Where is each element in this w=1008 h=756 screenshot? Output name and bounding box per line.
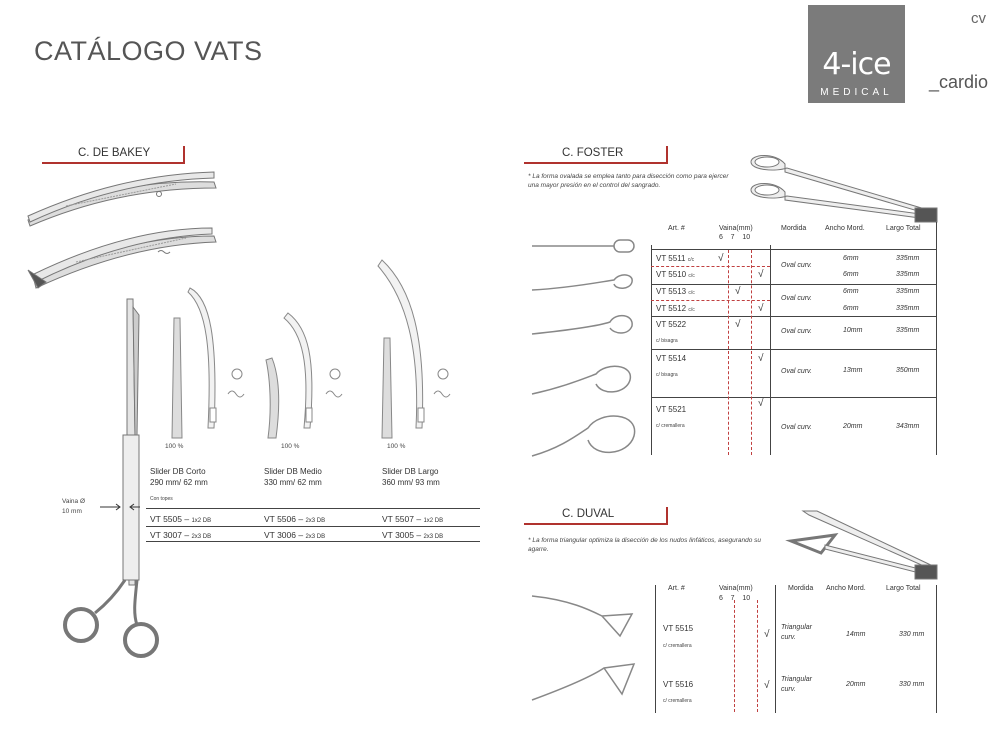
foster-mordida-5: Oval curv.: [781, 424, 812, 431]
duval-instrument-image: [785, 505, 940, 585]
foster-row-3-largo: 335mm: [896, 288, 920, 295]
foster-grid-row-0: [651, 249, 936, 250]
duval-row-1-largo: 330 mm: [899, 631, 925, 638]
foster-col-largo: Largo Total: [886, 225, 921, 232]
slider-tip-images: [160, 258, 480, 443]
duval-triangle-images: [530, 590, 640, 720]
duval-row-2-sub: c/ cremallera: [663, 698, 692, 704]
foster-note: * La forma ovalada se emplea tanto para disección como para ejercer una mayor presión en el control del sangrado.: [528, 173, 729, 189]
foster-dash-h2: [651, 300, 770, 301]
foster-row-7-ancho: 20mm: [843, 423, 863, 430]
foster-heading: C. FOSTER: [524, 146, 668, 164]
foster-grid-row-4: [651, 397, 936, 398]
debakey-heading: C. DE BAKEY: [42, 146, 185, 164]
foster-row-1-ancho: 6mm: [843, 255, 859, 262]
codes-bottom-rule: [146, 541, 480, 542]
check-icon: √: [758, 269, 764, 280]
foster-row-4-largo: 335mm: [896, 305, 920, 312]
foster-grid-left: [651, 245, 652, 455]
duval-grid-right: [936, 585, 937, 713]
foster-grid-row-2: [651, 316, 936, 317]
foster-row-6-ancho: 13mm: [843, 367, 863, 374]
product-3-code-1: VT 5507 – 1x2 DB: [382, 514, 444, 524]
check-icon: √: [735, 286, 741, 297]
duval-row-1-mordida-1: Triangular: [781, 624, 812, 631]
duval-row-2-art: VT 5516: [663, 680, 694, 689]
foster-row-7-sub: c/ cremallera: [656, 423, 685, 429]
foster-col-ancho: Ancho Mord.: [825, 225, 865, 232]
foster-dash-2: [751, 250, 752, 455]
duval-col-ancho: Ancho Mord.: [826, 585, 866, 592]
foster-row-6-art: VT 5514: [656, 354, 687, 363]
product-2-desc: Slider DB Medio 330 mm/ 62 mm: [264, 467, 322, 487]
duval-col-vaina-sizes: 6 7 10: [719, 595, 751, 602]
foster-row-2-ancho: 6mm: [843, 271, 859, 278]
foster-mordida-3: Oval curv.: [781, 328, 812, 335]
duval-row-2-ancho: 20mm: [846, 681, 866, 688]
foster-row-5-ancho: 10mm: [843, 327, 863, 334]
foster-dash-1: [728, 250, 729, 455]
cv-label: cv: [971, 10, 986, 27]
logo-sub-text: MEDICAL: [820, 87, 893, 98]
logo-main-text: 4-ice: [822, 47, 891, 82]
foster-col-art: Art. #: [668, 225, 685, 232]
product-3-code-2: VT 3005 – 2x3 DB: [382, 530, 444, 540]
duval-dash-2: [757, 600, 758, 712]
product-1-desc: Slider DB Corto 290 mm/ 62 mm: [150, 467, 208, 487]
check-icon: √: [764, 629, 770, 640]
foster-grid-right: [936, 222, 937, 455]
page-title: CATÁLOGO VATS: [34, 36, 263, 66]
codes-mid-rule: [146, 526, 480, 527]
foster-loop-images: [530, 230, 640, 460]
brand-logo: [808, 5, 905, 103]
foster-col-vaina: Vaina(mm): [719, 225, 753, 232]
duval-row-1-sub: c/ cremallera: [663, 643, 692, 649]
foster-row-4-ancho: 6mm: [843, 305, 859, 312]
duval-row-1-art: VT 5515: [663, 624, 694, 633]
vaina-label: Vaina Ø 10 mm: [62, 498, 86, 515]
scale-1: 100 %: [165, 443, 184, 450]
foster-mordida-4: Oval curv.: [781, 368, 812, 375]
product-1-code-1: VT 5505 – 1x2 DB: [150, 514, 212, 524]
foster-mordida-1: Oval curv.: [781, 262, 812, 269]
foster-row-3-ancho: 6mm: [843, 288, 859, 295]
duval-grid-left: [655, 585, 656, 713]
foster-row-1-largo: 335mm: [896, 255, 920, 262]
codes-top-rule: [146, 508, 480, 509]
duval-col-mordida: Mordida: [788, 585, 814, 592]
duval-col-vaina: Vaina(mm): [719, 585, 753, 592]
foster-row-1-art: VT 5511 c/c: [656, 254, 695, 263]
scale-2: 100 %: [281, 443, 300, 450]
foster-mordida-2: Oval curv.: [781, 295, 812, 302]
duval-row-2-mordida-1: Triangular: [781, 676, 812, 683]
foster-row-6-largo: 350mm: [896, 367, 920, 374]
foster-grid-mid: [770, 245, 771, 455]
foster-row-2-largo: 335mm: [896, 271, 920, 278]
duval-note: * La forma triangular optimiza la disección de los nudos linfáticos, asegurando su agarre.: [528, 537, 762, 553]
scale-3: 100 %: [387, 443, 406, 450]
foster-row-4-art: VT 5512 c/c: [656, 304, 695, 313]
duval-row-2-mordida-2: curv.: [781, 686, 796, 693]
foster-instrument-image: [745, 150, 940, 225]
foster-row-3-art: VT 5513 c/c: [656, 287, 695, 296]
product-1-code-2: VT 3007 – 2x3 DB: [150, 530, 212, 540]
duval-grid-mid: [775, 585, 776, 713]
foster-grid-row-1: [651, 284, 936, 285]
foster-row-5-art: VT 5522: [656, 320, 687, 329]
foster-row-5-largo: 335mm: [896, 327, 920, 334]
check-icon: √: [758, 353, 764, 364]
con-topes-label: Con topes: [150, 496, 173, 502]
product-2-code-1: VT 5506 – 2x3 DB: [264, 514, 326, 524]
foster-row-6-sub: c/ bisagra: [656, 372, 678, 378]
vaina-arrows: [100, 500, 140, 514]
foster-row-5-sub: c/ bisagra: [656, 338, 678, 344]
product-3-desc: Slider DB Largo 360 mm/ 93 mm: [382, 467, 440, 487]
duval-row-1-mordida-2: curv.: [781, 634, 796, 641]
foster-dash-h1: [651, 266, 770, 267]
duval-heading: C. DUVAL: [524, 507, 668, 525]
check-icon: √: [758, 303, 764, 314]
foster-col-vaina-sizes: 6 7 10: [719, 234, 751, 241]
duval-row-2-largo: 330 mm: [899, 681, 925, 688]
duval-col-art: Art. #: [668, 585, 685, 592]
check-icon: √: [758, 398, 764, 409]
foster-col-mordida: Mordida: [781, 225, 807, 232]
product-2-code-2: VT 3006 – 2x3 DB: [264, 530, 326, 540]
duval-col-largo: Largo Total: [886, 585, 921, 592]
foster-row-2-art: VT 5510 c/c: [656, 270, 695, 279]
duval-row-1-ancho: 14mm: [846, 631, 866, 638]
check-icon: √: [735, 319, 741, 330]
foster-row-7-art: VT 5521: [656, 405, 687, 414]
check-icon: √: [718, 253, 724, 264]
check-icon: √: [764, 680, 770, 691]
cardio-label: _cardio: [929, 72, 989, 92]
foster-row-7-largo: 343mm: [896, 423, 920, 430]
duval-dash-1: [734, 600, 735, 712]
foster-grid-row-3: [651, 349, 936, 350]
